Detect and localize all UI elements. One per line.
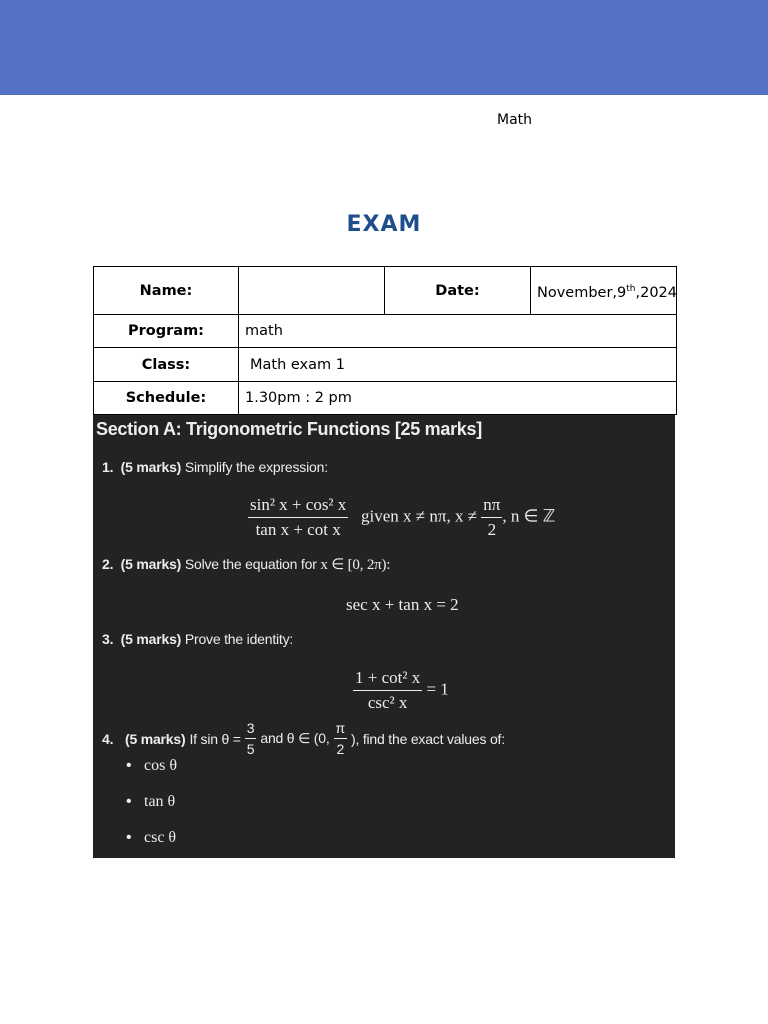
fraction-numerator: π (334, 720, 347, 739)
question-marks: (5 marks) (120, 556, 182, 572)
fraction (353, 668, 422, 713)
fraction-numerator: nπ (481, 495, 502, 518)
date-value-year: ,2024 (635, 284, 678, 301)
question-text: Simplify the expression: (184, 459, 328, 475)
table-row (94, 348, 677, 382)
date-label: Date: (385, 267, 531, 315)
list-item: • csc θ (126, 829, 177, 858)
condition-text: , n ∈ ℤ (502, 506, 556, 526)
question-marks: (5 marks) (120, 459, 182, 475)
table-row (94, 382, 677, 415)
class-value: Math exam 1 (239, 348, 677, 382)
fraction (334, 720, 347, 757)
fraction-denominator: 2 (336, 741, 345, 757)
list-item: • tan θ (126, 793, 177, 829)
date-value-main: November,9 (537, 284, 627, 301)
question-4 (102, 720, 505, 757)
question-number: 4. (102, 730, 114, 747)
fraction-numerator: 3 (245, 720, 257, 739)
question-3-identity (353, 668, 449, 713)
question-text: Solve the equation for (184, 556, 317, 572)
exam-info-table (93, 266, 677, 415)
fraction-denominator: 2 (487, 520, 497, 539)
fraction (481, 495, 502, 540)
question-marks: (5 marks) (120, 631, 182, 647)
fraction-denominator: tan x + cot x (255, 520, 341, 539)
question-1 (102, 459, 328, 475)
question-1-expression (248, 495, 555, 540)
question-number: 3. (102, 631, 114, 647)
program-label: Program: (94, 315, 239, 348)
fraction (248, 495, 348, 540)
question-domain: x ∈ [0, 2π): (320, 557, 391, 573)
schedule-value: 1.30pm : 2 pm (239, 382, 677, 415)
question-text: If sin θ = (189, 730, 241, 747)
list-item: • cos θ (126, 757, 177, 793)
header-subject: Math (497, 112, 533, 128)
fraction-numerator: 1 + cot² x (353, 668, 422, 691)
table-row (94, 315, 677, 348)
table-row (94, 267, 677, 315)
question-number: 1. (102, 459, 114, 475)
question-2 (102, 555, 390, 574)
question-2-equation: sec x + tan x = 2 (346, 595, 459, 614)
identity-rhs: = 1 (426, 679, 449, 699)
name-value (239, 267, 385, 315)
bullet-list (126, 757, 177, 858)
program-value: math (239, 315, 677, 348)
date-value-sup: th (626, 283, 636, 294)
question-text: and θ ∈ (0, (260, 730, 330, 746)
page-title: EXAM (346, 212, 422, 237)
question-3 (102, 631, 293, 647)
schedule-label: Schedule: (94, 382, 239, 415)
date-value (531, 267, 677, 315)
class-label: Class: (94, 348, 239, 382)
fraction-denominator: 5 (246, 741, 255, 757)
condition-text: given x ≠ nπ, x ≠ (361, 506, 478, 526)
fraction (245, 720, 257, 757)
question-number: 2. (102, 556, 114, 572)
fraction-denominator: csc² x (367, 693, 408, 712)
section-a-screenshot (93, 415, 675, 858)
section-heading: Section A: Trigonometric Functions [25 marks] (96, 419, 482, 439)
name-label: Name: (94, 267, 239, 315)
header-band (0, 0, 768, 95)
question-marks: (5 marks) (124, 730, 186, 747)
question-text: Prove the identity: (184, 631, 294, 647)
question-text: ), find the exact values of: (350, 730, 505, 747)
fraction-numerator: sin² x + cos² x (248, 495, 348, 518)
